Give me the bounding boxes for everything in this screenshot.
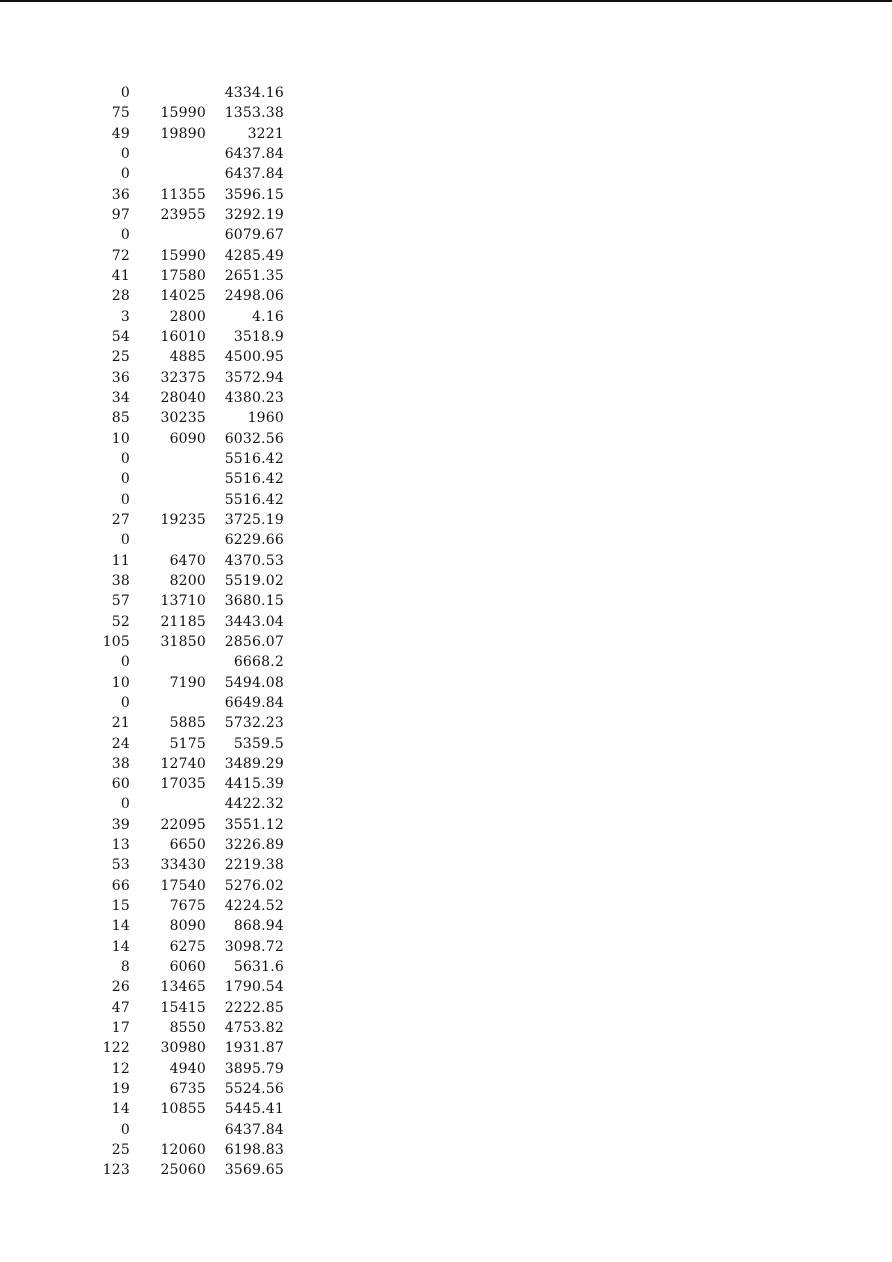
count-cell: 14 <box>111 918 130 935</box>
amount-cell <box>130 693 206 713</box>
count-cell: 27 <box>111 511 130 528</box>
table-row <box>96 612 284 632</box>
amount-cell: 6090 <box>169 430 206 447</box>
count-cell: 14 <box>111 1101 130 1118</box>
amount-cell <box>130 530 206 550</box>
count-cell: 66 <box>111 877 130 894</box>
amount-cell: 6650 <box>169 837 206 854</box>
value-cell: 5524.56 <box>224 1081 284 1098</box>
amount-cell: 7190 <box>169 674 206 691</box>
amount-cell: 31850 <box>160 633 206 650</box>
amount-cell <box>130 164 206 184</box>
count-cell: 36 <box>111 369 130 386</box>
value-cell: 2651.35 <box>224 267 284 284</box>
amount-cell: 17540 <box>160 877 206 894</box>
count-cell: 8 <box>120 959 130 976</box>
value-cell: 5494.08 <box>224 674 284 691</box>
table-row <box>96 347 284 367</box>
table-row <box>96 1099 284 1119</box>
value-cell: 1960 <box>247 410 284 427</box>
amount-cell: 10855 <box>160 1101 206 1118</box>
value-cell: 2222.85 <box>224 999 284 1016</box>
amount-cell: 25060 <box>160 1162 206 1179</box>
table-row <box>96 937 284 957</box>
value-cell: 3518.9 <box>233 328 284 345</box>
count-cell: 52 <box>111 613 130 630</box>
table-row <box>96 693 284 713</box>
amount-cell: 14025 <box>160 288 206 305</box>
table-row <box>96 449 284 469</box>
table-row <box>96 307 284 327</box>
count-cell: 38 <box>111 572 130 589</box>
value-cell: 4753.82 <box>224 1020 284 1037</box>
table-row <box>96 225 284 245</box>
count-cell: 38 <box>111 755 130 772</box>
amount-cell: 19890 <box>160 125 206 142</box>
amount-cell <box>130 225 206 245</box>
amount-cell: 17580 <box>160 267 206 284</box>
amount-cell: 4885 <box>169 349 206 366</box>
value-cell: 2856.07 <box>224 633 284 650</box>
value-cell: 4370.53 <box>224 552 284 569</box>
table-row <box>96 164 284 184</box>
amount-cell: 23955 <box>160 206 206 223</box>
count-cell: 21 <box>111 715 130 732</box>
amount-cell: 13465 <box>160 979 206 996</box>
value-cell: 3596.15 <box>224 186 284 203</box>
count-cell: 49 <box>111 125 130 142</box>
amount-cell: 5885 <box>169 715 206 732</box>
value-cell: 6032.56 <box>224 430 284 447</box>
table-row <box>96 774 284 794</box>
amount-cell: 17035 <box>160 776 206 793</box>
value-cell: 6649.84 <box>224 694 284 711</box>
value-cell: 3569.65 <box>224 1162 284 1179</box>
count-cell: 39 <box>111 816 130 833</box>
table-row <box>96 408 284 428</box>
value-cell: 6668.2 <box>233 654 284 671</box>
table-row <box>96 957 284 977</box>
amount-cell: 30235 <box>160 410 206 427</box>
amount-cell: 15990 <box>160 105 206 122</box>
table-row <box>96 571 284 591</box>
count-cell: 72 <box>111 247 130 264</box>
table-row <box>96 185 284 205</box>
value-cell: 4224.52 <box>224 898 284 915</box>
amount-cell <box>130 469 206 489</box>
count-cell: 28 <box>111 288 130 305</box>
count-cell: 17 <box>111 1020 130 1037</box>
table-row <box>96 1018 284 1038</box>
value-cell: 6437.84 <box>224 166 284 183</box>
count-cell: 25 <box>111 349 130 366</box>
count-cell: 13 <box>111 837 130 854</box>
table-row <box>96 388 284 408</box>
value-cell: 1353.38 <box>224 105 284 122</box>
table-row <box>96 246 284 266</box>
value-cell: 3725.19 <box>224 511 284 528</box>
table-row <box>96 144 284 164</box>
count-cell: 47 <box>111 999 130 1016</box>
value-cell: 3680.15 <box>224 593 284 610</box>
table-row <box>96 815 284 835</box>
count-cell: 0 <box>120 227 130 244</box>
amount-cell: 15415 <box>160 999 206 1016</box>
amount-cell: 8200 <box>169 572 206 589</box>
value-cell: 3895.79 <box>224 1060 284 1077</box>
value-cell: 4285.49 <box>224 247 284 264</box>
value-cell: 6229.66 <box>224 532 284 549</box>
count-cell: 12 <box>111 1060 130 1077</box>
table-row <box>96 286 284 306</box>
value-cell: 5516.42 <box>224 491 284 508</box>
value-cell: 4.16 <box>252 308 284 325</box>
count-cell: 0 <box>120 85 130 101</box>
table-row <box>96 632 284 652</box>
amount-cell: 13710 <box>160 593 206 610</box>
count-cell: 11 <box>111 552 130 569</box>
amount-cell: 33430 <box>160 857 206 874</box>
table-row <box>96 327 284 347</box>
amount-cell <box>130 144 206 164</box>
count-cell: 3 <box>120 308 130 325</box>
count-cell: 105 <box>102 633 130 650</box>
value-cell: 5445.41 <box>224 1101 284 1118</box>
table-row <box>96 896 284 916</box>
amount-cell: 32375 <box>160 369 206 386</box>
value-cell: 2219.38 <box>224 857 284 874</box>
table-row <box>96 124 284 144</box>
table-row <box>96 998 284 1018</box>
count-cell: 123 <box>102 1162 130 1179</box>
amount-cell: 16010 <box>160 328 206 345</box>
table-row <box>96 1059 284 1079</box>
value-cell: 4422.32 <box>224 796 284 813</box>
count-cell: 122 <box>102 1040 130 1057</box>
count-cell: 60 <box>111 776 130 793</box>
table-row <box>96 794 284 814</box>
count-cell: 10 <box>111 674 130 691</box>
count-cell: 97 <box>111 206 130 223</box>
count-cell: 24 <box>111 735 130 752</box>
amount-cell: 8090 <box>169 918 206 935</box>
table-row <box>96 490 284 510</box>
count-cell: 0 <box>120 694 130 711</box>
table-row <box>96 673 284 693</box>
value-cell: 3221 <box>247 125 284 142</box>
table-row <box>96 591 284 611</box>
value-cell: 4415.39 <box>224 776 284 793</box>
value-cell: 3098.72 <box>224 938 284 955</box>
table-row <box>96 205 284 225</box>
table-row <box>96 510 284 530</box>
amount-cell: 2800 <box>169 308 206 325</box>
value-cell: 3572.94 <box>224 369 284 386</box>
count-cell: 0 <box>120 532 130 549</box>
amount-cell: 28040 <box>160 389 206 406</box>
count-cell: 0 <box>120 166 130 183</box>
amount-cell <box>130 490 206 510</box>
count-cell: 0 <box>120 450 130 467</box>
value-cell: 5516.42 <box>224 450 284 467</box>
table-row <box>96 916 284 936</box>
count-cell: 54 <box>111 328 130 345</box>
count-cell: 57 <box>111 593 130 610</box>
amount-cell: 21185 <box>160 613 206 630</box>
count-cell: 41 <box>111 267 130 284</box>
value-cell: 5276.02 <box>224 877 284 894</box>
amount-cell: 15990 <box>160 247 206 264</box>
table-row <box>96 429 284 449</box>
table-row <box>96 1160 284 1180</box>
top-border-line <box>0 0 892 2</box>
count-cell: 36 <box>111 186 130 203</box>
value-cell: 1931.87 <box>224 1040 284 1057</box>
count-cell: 15 <box>111 898 130 915</box>
amount-cell: 30980 <box>160 1040 206 1057</box>
amount-cell: 7675 <box>169 898 206 915</box>
count-cell: 26 <box>111 979 130 996</box>
data-table <box>96 83 284 1181</box>
amount-cell: 12740 <box>160 755 206 772</box>
amount-cell: 12060 <box>160 1142 206 1159</box>
value-cell: 1790.54 <box>224 979 284 996</box>
amount-cell: 6735 <box>169 1081 206 1098</box>
value-cell: 3226.89 <box>224 837 284 854</box>
value-cell: 6437.84 <box>224 1121 284 1138</box>
amount-cell: 8550 <box>169 1020 206 1037</box>
count-cell: 0 <box>120 491 130 508</box>
count-cell: 0 <box>120 1121 130 1138</box>
amount-cell <box>130 1120 206 1140</box>
table-row <box>96 1079 284 1099</box>
table-row <box>96 876 284 896</box>
table-row <box>96 734 284 754</box>
value-cell: 5732.23 <box>224 715 284 732</box>
amount-cell <box>130 794 206 814</box>
count-cell: 19 <box>111 1081 130 1098</box>
count-cell: 0 <box>120 145 130 162</box>
value-cell: 2498.06 <box>224 288 284 305</box>
table-row <box>96 855 284 875</box>
amount-cell: 6275 <box>169 938 206 955</box>
value-cell: 3443.04 <box>224 613 284 630</box>
count-cell: 75 <box>111 105 130 122</box>
amount-cell: 22095 <box>160 816 206 833</box>
table-row <box>96 83 284 103</box>
value-cell: 4500.95 <box>224 349 284 366</box>
table-row <box>96 754 284 774</box>
amount-cell: 5175 <box>169 735 206 752</box>
table-row <box>96 1120 284 1140</box>
value-cell: 5359.5 <box>233 735 284 752</box>
table-row <box>96 977 284 997</box>
table-row <box>96 652 284 672</box>
table-row <box>96 103 284 123</box>
value-cell: 5519.02 <box>224 572 284 589</box>
table-row <box>96 266 284 286</box>
amount-cell: 6470 <box>169 552 206 569</box>
table-row <box>96 551 284 571</box>
amount-cell: 19235 <box>160 511 206 528</box>
table-row <box>96 469 284 489</box>
value-cell: 3551.12 <box>224 816 284 833</box>
amount-cell <box>130 83 206 103</box>
count-cell: 85 <box>111 410 130 427</box>
value-cell: 3489.29 <box>224 755 284 772</box>
value-cell: 6437.84 <box>224 145 284 162</box>
count-cell: 53 <box>111 857 130 874</box>
value-cell: 868.94 <box>233 918 284 935</box>
table-row <box>96 1038 284 1058</box>
value-cell: 3292.19 <box>224 206 284 223</box>
amount-cell <box>130 449 206 469</box>
table-row <box>96 530 284 550</box>
count-cell: 0 <box>120 796 130 813</box>
count-cell: 0 <box>120 471 130 488</box>
count-cell: 25 <box>111 1142 130 1159</box>
amount-cell: 11355 <box>160 186 206 203</box>
amount-cell <box>130 652 206 672</box>
table-row <box>96 835 284 855</box>
table-row <box>96 368 284 388</box>
amount-cell: 6060 <box>169 959 206 976</box>
table-row <box>96 713 284 733</box>
count-cell: 10 <box>111 430 130 447</box>
value-cell: 5631.6 <box>233 959 284 976</box>
count-cell: 0 <box>120 654 130 671</box>
table-row <box>96 1140 284 1160</box>
value-cell: 6198.83 <box>224 1142 284 1159</box>
count-cell: 14 <box>111 938 130 955</box>
data-table-body <box>96 83 284 1181</box>
count-cell: 34 <box>111 389 130 406</box>
value-cell: 6079.67 <box>224 227 284 244</box>
amount-cell: 4940 <box>169 1060 206 1077</box>
value-cell: 4380.23 <box>224 389 284 406</box>
value-cell: 4334.16 <box>224 85 284 101</box>
value-cell: 5516.42 <box>224 471 284 488</box>
